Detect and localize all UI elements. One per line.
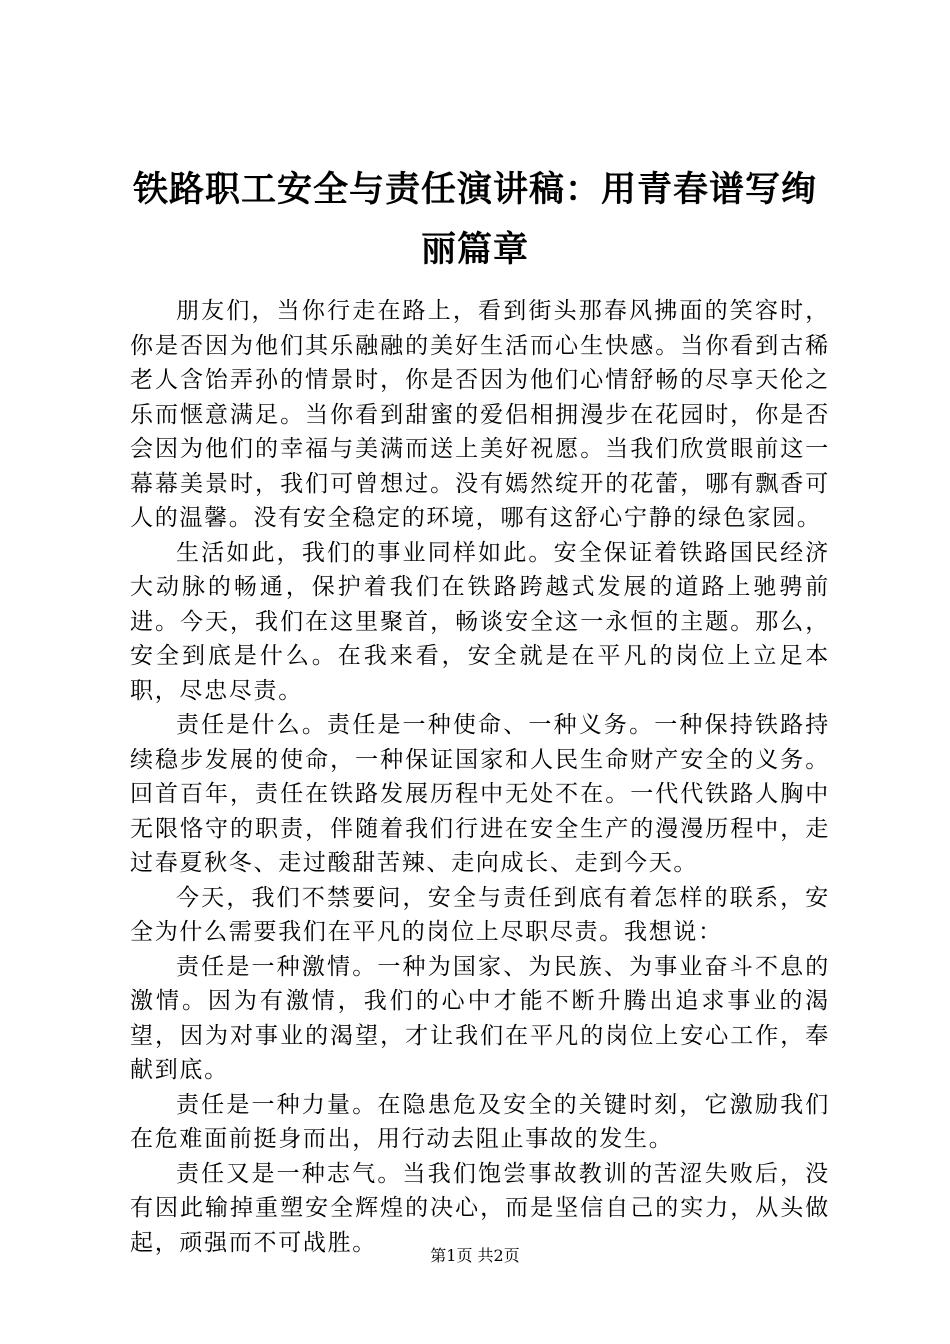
document-title: 铁路职工安全与责任演讲稿：用青春谱写绚丽篇章 — [132, 170, 817, 270]
paragraph-4: 今天，我们不禁要问，安全与责任到底有着怎样的联系，安全为什么需要我们在平凡的岗位上尽职尽责。我想说： — [130, 884, 830, 945]
paragraph-1: 朋友们，当你行走在路上，看到街头那春风拂面的笑容时，你是否因为他们其乐融融的美好生活而心生快感。当你看到古稀老人含饴弄孙的情景时，你是否因为他们心情舒畅的尽享天伦之乐而惬意满足。当你看到甜蜜的爱侣相拥漫步在花园时，你是否会因为他们的幸福与美满而送上美好祝愿。当我们欣赏眼前这一幕幕美景时，我们可曾想过。没有嫣然绽开的花蕾，哪有飘香可人的温馨。没有安全稳定的环境，哪有这舒心宁静的绿色家园。 — [130, 298, 830, 531]
paragraph-3: 责任是什么。责任是一种使命、一种义务。一种保持铁路持续稳步发展的使命，一种保证国家和人民生命财产安全的义务。回首百年，责任在铁路发展历程中无处不在。一代代铁路人胸中无限恪守的职责，伴随着我们行进在安全生产的漫漫历程中，走过春夏秋冬、走过酸甜苦辣、走向成长、走到今天。 — [130, 712, 830, 876]
paragraph-5: 责任是一种激情。一种为国家、为民族、为事业奋斗不息的激情。因为有激情，我们的心中才能不断升腾出追求事业的渴望，因为对事业的渴望，才让我们在平凡的岗位上安心工作，奉献到底。 — [130, 953, 830, 1083]
paragraph-6: 责任是一种力量。在隐患危及安全的关键时刻，它激励我们在危难面前挺身而出，用行动去阻止事故的发生。 — [130, 1091, 830, 1152]
paragraph-2: 生活如此，我们的事业同样如此。安全保证着铁路国民经济大动脉的畅通，保护着我们在铁路跨越式发展的道路上驰骋前进。今天，我们在这里聚首，畅谈安全这一永恒的主题。那么，安全到底是什么。在我来看，安全就是在平凡的岗位上立足本职，尽忠尽责。 — [130, 539, 830, 704]
paragraph-7: 责任又是一种志气。当我们饱尝事故教训的苦涩失败后，没有因此输掉重塑安全辉煌的决心，而是坚信自己的实力，从头做起，顽强而不可战胜。 — [130, 1160, 830, 1256]
document-body — [130, 294, 830, 1260]
page-number-footer: 第1页 共2页 — [430, 1246, 520, 1265]
